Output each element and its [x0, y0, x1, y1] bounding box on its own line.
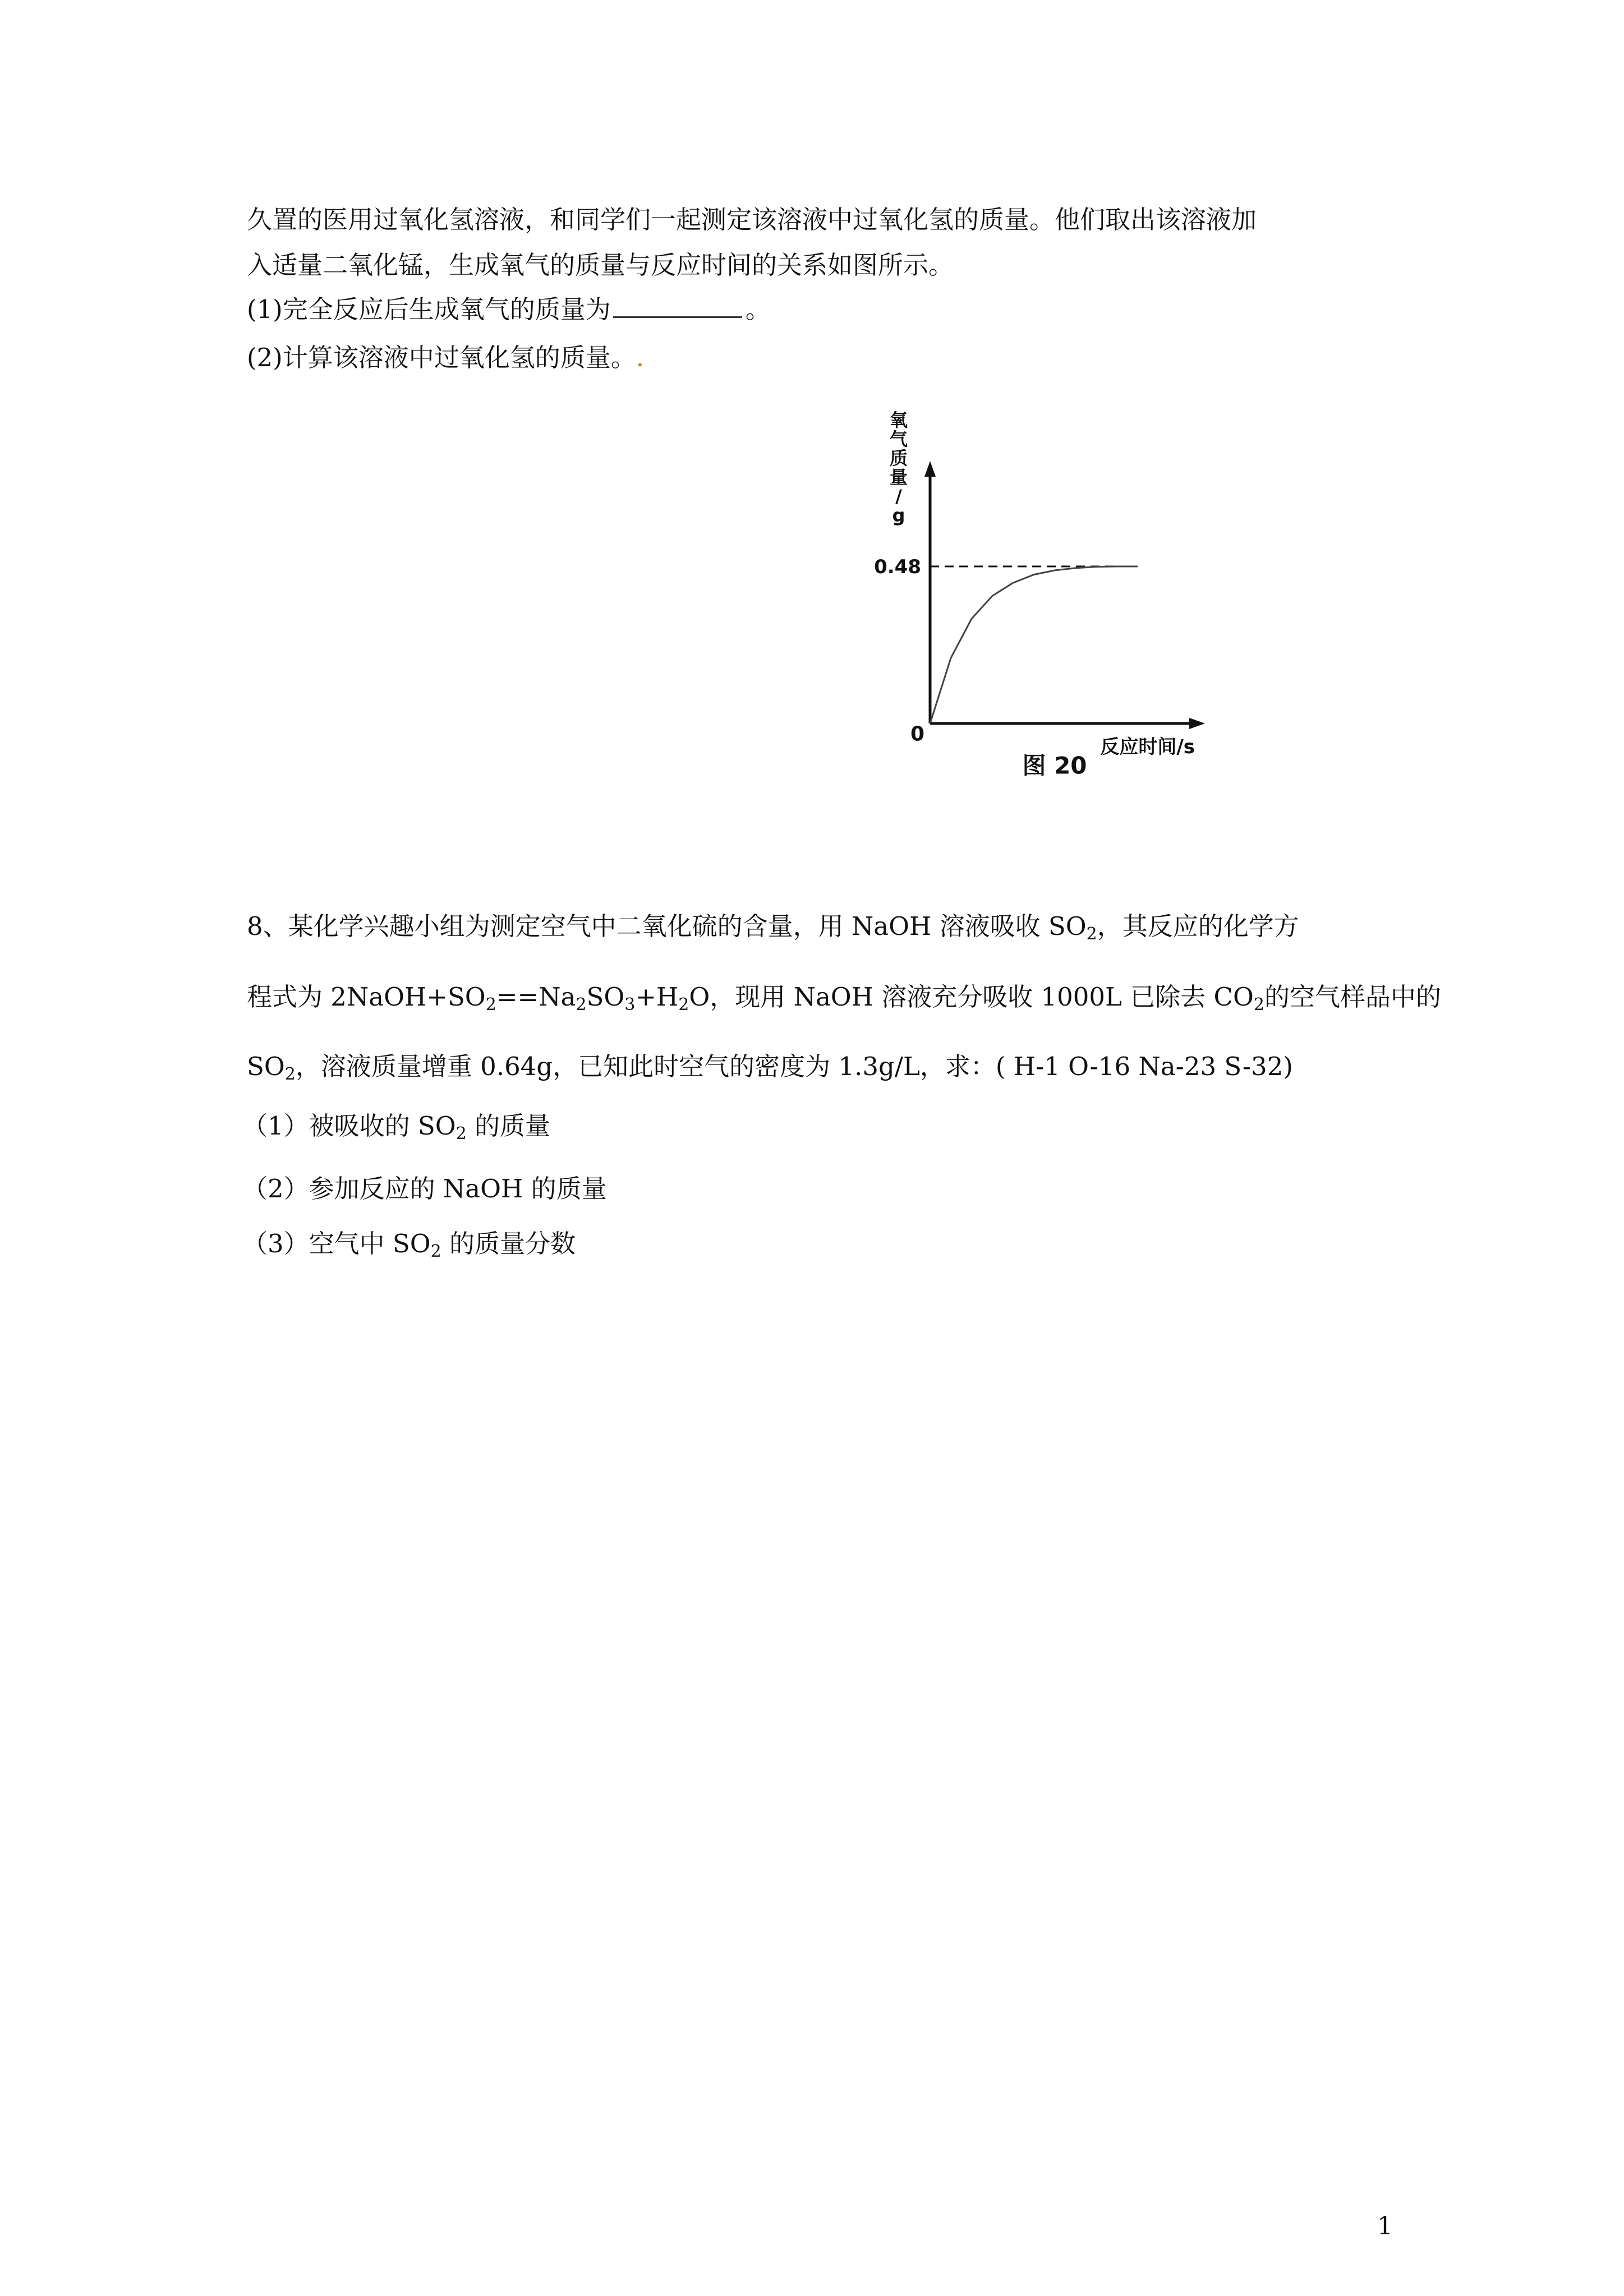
y-axis-label-char: g — [892, 505, 905, 526]
y-axis-label-char: 气 — [889, 428, 908, 450]
question7-subquestion2 — [247, 341, 644, 375]
equation-part: ==Na — [496, 982, 576, 1012]
oxygen-mass-chart — [858, 404, 1217, 785]
answer-blank[interactable] — [613, 292, 742, 318]
subquestion1-suffix: 。 — [745, 294, 771, 324]
question7-line1: 久置的医用过氧化氢溶液，和同学们一起测定该溶液中过氧化氢的质量。他们取出该溶液加 — [247, 205, 1257, 234]
equation-part: +H — [635, 982, 679, 1012]
equation-part: SO — [586, 982, 625, 1012]
y-tick-label: 0.48 — [874, 556, 921, 578]
y-axis-label-char: / — [895, 486, 902, 507]
question7-subquestion1 — [247, 292, 771, 326]
x-axis-arrow — [1189, 718, 1205, 729]
q8-line1-text-end: ，其反应的化学方 — [1097, 911, 1299, 941]
y-axis-label-char: 量 — [889, 467, 908, 488]
q8-sub1-text-end: 的质量 — [466, 1111, 551, 1141]
q8-line3-text-end: ，溶液质量增重 0.64g，已知此时空气的密度为 1.3g/L，求：( H-1 O-16 Na-23 S-32) — [295, 1052, 1293, 1081]
q8-line2-text-end: 的空气样品中的 — [1264, 982, 1441, 1012]
figure-caption: 图 20 — [1022, 751, 1087, 780]
q8-sub3-text-end: 的质量分数 — [441, 1229, 576, 1258]
origin-label: 0 — [910, 722, 924, 746]
subquestion2-text: (2)计算该溶液中过氧化氢的质量。 — [247, 343, 636, 372]
subquestion1-text: (1)完全反应后生成氧气的质量为 — [247, 294, 611, 324]
equation-part: O，现用 NaOH 溶液充分吸收 1000L 已除去 CO — [689, 982, 1254, 1012]
y-axis-arrow — [924, 461, 936, 477]
question8-line3 — [247, 1050, 1293, 1084]
q8-line1-text: 8、某化学兴趣小组为测定空气中二氧化硫的含量，用 NaOH 溶液吸收 SO — [247, 911, 1087, 941]
q8-sub1-text: （1）被吸收的 SO — [242, 1111, 456, 1141]
subscript: 3 — [624, 995, 636, 1015]
question8-subquestion1 — [242, 1109, 550, 1143]
question8-subquestion3 — [242, 1227, 576, 1261]
stray-mark: . — [636, 343, 645, 372]
subscript: 2 — [456, 1124, 467, 1144]
y-axis-label-char: 质 — [889, 448, 908, 469]
reaction-figure — [858, 404, 1217, 785]
subscript: 2 — [576, 995, 587, 1015]
subscript: 2 — [1253, 995, 1264, 1015]
subscript: 2 — [485, 995, 496, 1015]
subscript: 2 — [430, 1242, 441, 1261]
question8-line1 — [247, 910, 1299, 943]
question8-subquestion2: （2）参加反应的 NaOH 的质量 — [242, 1174, 607, 1204]
question7-line2: 入适量二氧化锰，生成氧气的质量与反应时间的关系如图所示。 — [247, 250, 954, 280]
y-axis-label — [890, 409, 908, 526]
subscript: 2 — [1086, 924, 1097, 944]
page-number: 1 — [1377, 2212, 1393, 2240]
q8-line3-text: SO — [247, 1052, 285, 1081]
data-series-line — [930, 566, 1138, 723]
subscript: 2 — [284, 1064, 296, 1084]
y-axis-label-char: 氧 — [889, 409, 908, 431]
q8-sub3-text: （3）空气中 SO — [242, 1229, 431, 1258]
subscript: 2 — [678, 995, 689, 1015]
equation-part: 程式为 2NaOH+SO — [247, 982, 486, 1012]
question8-line2 — [247, 980, 1441, 1014]
x-axis-label: 反应时间/s — [1100, 735, 1195, 758]
